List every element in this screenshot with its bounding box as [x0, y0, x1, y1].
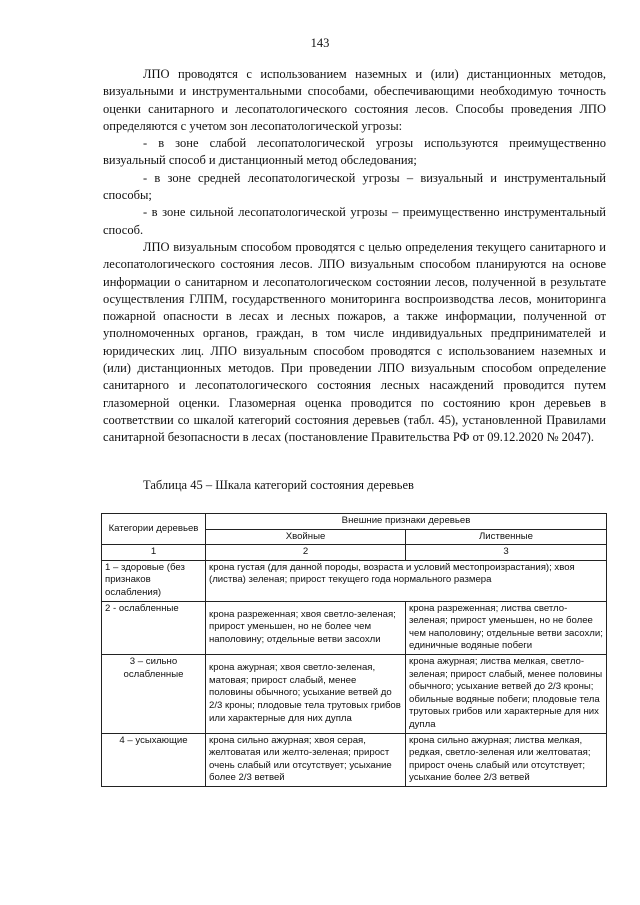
deciduous-strongly-weakened: крона ажурная; листва мелкая, светло-зеленая; прирост слабый, менее половины обычного; усыхание ветвей до 2/3 кроны; обильные водяные побеги; плодовые тела трутовых грибов или характерные для них дупла — [406, 654, 607, 733]
conifer-dying: крона сильно ажурная; хвоя серая, желтоватая или желто-зеленая; прирост очень слабый или отсутствует; усыхание более 2/3 ветвей — [206, 733, 406, 786]
signs-healthy: крона густая (для данной породы, возраста и условий местопроизрастания); хвоя (листва) зеленая; прирост текущего года нормального размера — [206, 560, 607, 601]
table-caption: Таблица 45 – Шкала категорий состояния деревьев — [143, 478, 414, 492]
column-number-3: 3 — [406, 545, 607, 561]
table-header-row — [102, 514, 607, 530]
tree-condition-table — [101, 513, 607, 787]
header-external-signs: Внешние признаки деревьев — [206, 514, 607, 530]
category-dying: 4 – усыхающие — [102, 733, 206, 786]
bullet-medium-threat: - в зоне средней лесопатологической угрозы – визуальный и инструментальный способы; — [103, 170, 606, 203]
bullet-strong-threat: - в зоне сильной лесопатологической угрозы – преимущественно инструментальный способ. — [103, 205, 606, 237]
body-text — [103, 66, 606, 447]
column-number-1: 1 — [102, 545, 206, 561]
table-row — [102, 733, 607, 786]
deciduous-weakened: крона разреженная; листва светло-зеленая; прирост уменьшен, но не более чем наполовину; отдельные ветви засохли; единичные водяные побеги — [406, 601, 607, 654]
table-row — [102, 654, 607, 733]
column-number-2: 2 — [206, 545, 406, 561]
conifer-weakened: крона разреженная; хвоя светло-зеленая; прирост уменьшен, но не более чем наполовину; отдельные ветви засохли — [206, 601, 406, 654]
paragraph-visual-method: ЛПО визуальным способом проводятся с целью определения текущего санитарного и лесопатологического состояния лесов. ЛПО визуальным способом планируются на основе информации о санитарном и лесопатологическом состоянии лесов, полученной в результате осуществления ГЛПМ, государственного мониторинга воспроизводства лесов, мониторинга пожарной опасности в лесах и лесных пожаров, а также информации, полученной от уполномоченных органов, граждан, в том числе индивидуальных предпринимателей и юридических лиц. ЛПО визуальным способом проводятся с использованием наземных и (или) дистанционных методов. При проведении ЛПО визуальным способом определение санитарного и лесопатологического состояния лесных насаждений проводится путем глазомерной оценки. Глазомерная оценка проводится по состоянию крон деревьев в соответствии со шкалой категорий состояния деревьев (табл. 45), установленной Правилами санитарной безопасности в лесах (постановление Правительства РФ от 09.12.2020 № 2047). — [103, 239, 606, 445]
category-healthy: 1 – здоровые (без признаков ослабления) — [102, 560, 206, 601]
deciduous-dying: крона сильно ажурная; листва мелкая, редкая, светло-зеленая или желтоватая; прирост очень слабый или отсутствует; усыхание более 2/3 ветвей — [406, 733, 607, 786]
paragraph-intro: ЛПО проводятся с использованием наземных и (или) дистанционных методов, визуальными и инструментальными способами, обеспечивающими необходимую точность оценки санитарного и лесопатологического состояния лесов. Способы проведения ЛПО определяются с учетом зон лесопатологической угрозы: — [103, 67, 606, 133]
bullet-weak-threat: - в зоне слабой лесопатологической угрозы используются преимущественно визуальный способ и дистанционный метод обследования; — [103, 136, 606, 168]
page-number: 143 — [310, 36, 330, 50]
conifer-strongly-weakened: крона ажурная; хвоя светло-зеленая, матовая; прирост слабый, менее половины обычного; усыхание ветвей до 2/3 кроны; плодовые тела трутовых грибов или характерные для них дупла — [206, 654, 406, 733]
header-deciduous: Лиственные — [406, 529, 607, 545]
table-column-numbers — [102, 545, 607, 561]
category-weakened: 2 - ослабленные — [102, 601, 206, 654]
header-conifer: Хвойные — [206, 529, 406, 545]
table-row — [102, 560, 607, 601]
category-strongly-weakened: 3 – сильно ослабленные — [102, 654, 206, 733]
header-category: Категории деревьев — [102, 514, 206, 545]
table-row — [102, 601, 607, 654]
